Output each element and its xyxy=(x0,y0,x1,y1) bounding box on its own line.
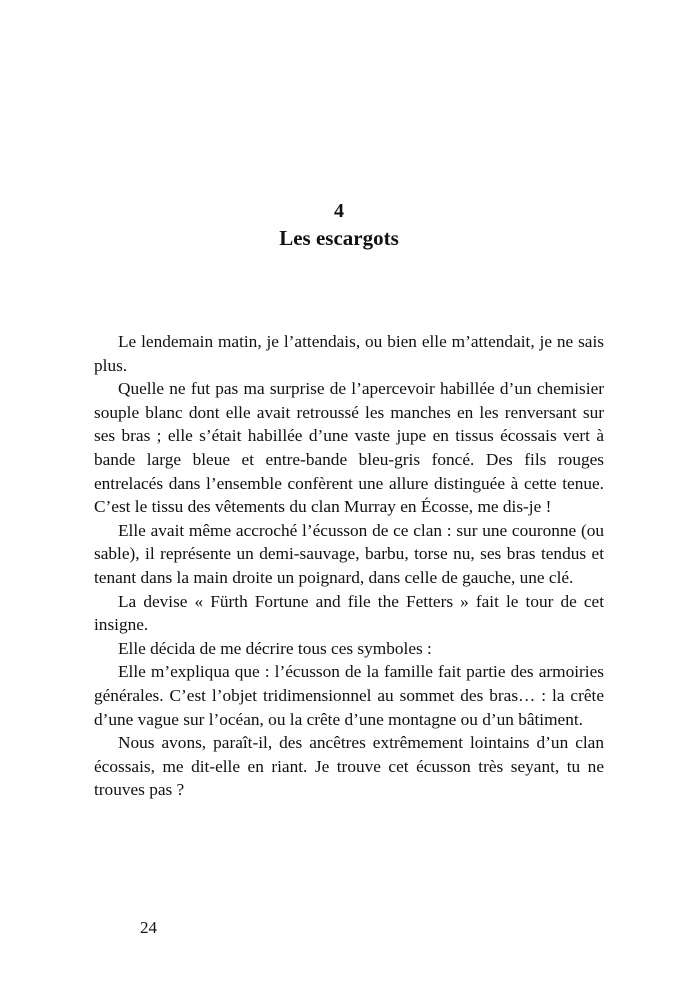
chapter-number: 4 xyxy=(334,200,344,222)
page-number: 24 xyxy=(140,918,157,937)
paragraph: La devise « Fürth Fortune and file the Fetters » fait le tour de cet insigne. xyxy=(94,591,604,635)
paragraph: Elle m’expliqua que : l’écusson de la famille fait partie des armoiries générales. C’est l’objet tridimensionnel au sommet des bras… : la crête d’une vague sur l’océan, ou la crête d’une montagne ou d’un bâtiment. xyxy=(94,662,604,729)
paragraph: Elle avait même accroché l’écusson de ce clan : sur une couronne (ou sable), il représente un demi-sauvage, barbu, torse nu, ses bras tendus et tenant dans la main droite un poignard, dans celle de gauche, une clé. xyxy=(94,520,604,587)
paragraph: Quelle ne fut pas ma surprise de l’apercevoir habillée d’un chemisier souple blanc dont elle avait retroussé les manches en les renversant sur ses bras ; elle s’était habillée d’une vaste jupe en tissus écossais vert à bande large bleue et entre-bande bleu-gris foncé. Des fils rouges entrelacés dans l’ensemble confèrent une allure distinguée à cette tenue. C’est le tissu des vêtements du clan Murray en Écosse, me dis-je ! xyxy=(94,379,604,517)
paragraph: Nous avons, paraît-il, des ancêtres extrêmement lointains d’un clan écossais, me dit-elle en riant. Je trouve cet écusson très seyant, tu ne trouves pas ? xyxy=(94,733,604,800)
body-text xyxy=(94,330,604,802)
paragraph: Elle décida de me décrire tous ces symboles : xyxy=(118,638,432,658)
chapter-title: Les escargots xyxy=(279,226,399,250)
chapter-heading xyxy=(0,198,678,252)
paragraph: Le lendemain matin, je l’attendais, ou bien elle m’attendait, je ne sais plus. xyxy=(94,332,604,375)
